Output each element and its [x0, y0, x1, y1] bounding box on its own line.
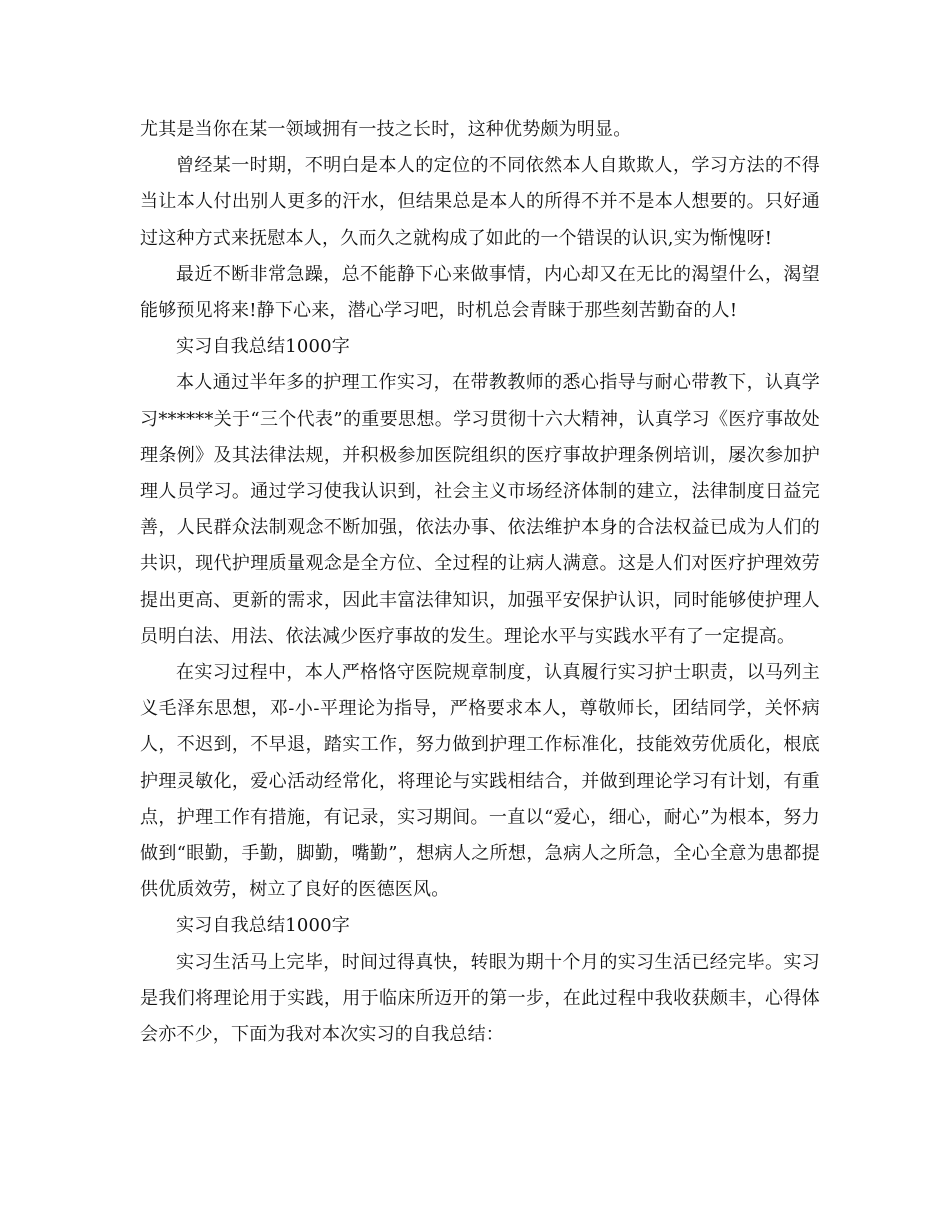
paragraph-internship-ending: 实习生活马上完毕，时间过得真快，转眼为期十个月的实习生活已经完毕。实习是我们将理论用于实践，用于临床所迈开的第一步，在此过程中我收获颇丰，心得体会亦不少，下面为我对本次实习的自我总结：: [140, 951, 820, 1046]
paragraph-internship-conduct: 在实习过程中，本人严格恪守医院规章制度，认真履行实习护士职责，以马列主义毛泽东思想，邓-小-平理论为指导，严格要求本人，尊敬师长，团结同学，关怀病人，不迟到，不早退，踏实工作，努力做到护理工作标准化，技能效劳优质化，根底护理灵敏化，爱心活动经常化，将理论与实践相结合，并做到理论学习有计划，有重点，护理工作有措施，有记录，实习期间。一直以“爱心，细心，耐心”为根本，努力做到“眼勤，手勤，脚勤，嘴勤”，想病人之所想，急病人之所急，全心全意为患都提供优质效劳，树立了良好的医德医风。: [140, 662, 820, 901]
section-heading: 实习自我总结1000字: [176, 336, 351, 358]
document-body: [140, 112, 820, 1053]
paragraph-self-reflection: 曾经某一时期，不明白是本人的定位的不同依然本人自欺欺人，学习方法的不得当让本人付出别人更多的汗水，但结果总是本人的所得不并不是本人想要的。只好通过这种方式来抚慰本人，久而久之就构成了如此的一个错误的认识,实为惭愧呀!: [140, 155, 820, 249]
paragraph-nursing-study: 本人通过半年多的护理工作实习，在带教教师的悉心指导与耐心带教下，认真学习******关于“三个代表”的重要思想。学习贯彻十六大精神，认真学习《医疗事故处理条例》及其法律法规，并积极参加医院组织的医疗事故护理条例培训，屡次参加护理人员学习。通过学习使我认识到，社会主义市场经济体制的建立，法律制度日益完善，人民群众法制观念不断加强，依法办事、依法维护本身的合法权益已成为人们的共识，现代护理质量观念是全方位、全过程的让病人满意。这是人们对医疗护理效劳提出更高、更新的需求，因此丰富法律知识，加强平安保护认识，同时能够使护理人员明白法、用法、依法减少医疗事故的发生。理论水平与实践水平有了一定提高。: [140, 372, 820, 647]
paragraph-continuation: 尤其是当你在某一领域拥有一技之长时，这种优势颇为明显。: [140, 119, 632, 140]
paragraph-recent-feelings: 最近不断非常急躁，总不能静下心来做事情，内心却又在无比的渴望什么，渴望能够预见将来!静下心来，潜心学习吧，时机总会青睐于那些刻苦勤奋的人!: [140, 263, 820, 322]
section-heading: 实习自我总结1000字: [176, 915, 351, 937]
